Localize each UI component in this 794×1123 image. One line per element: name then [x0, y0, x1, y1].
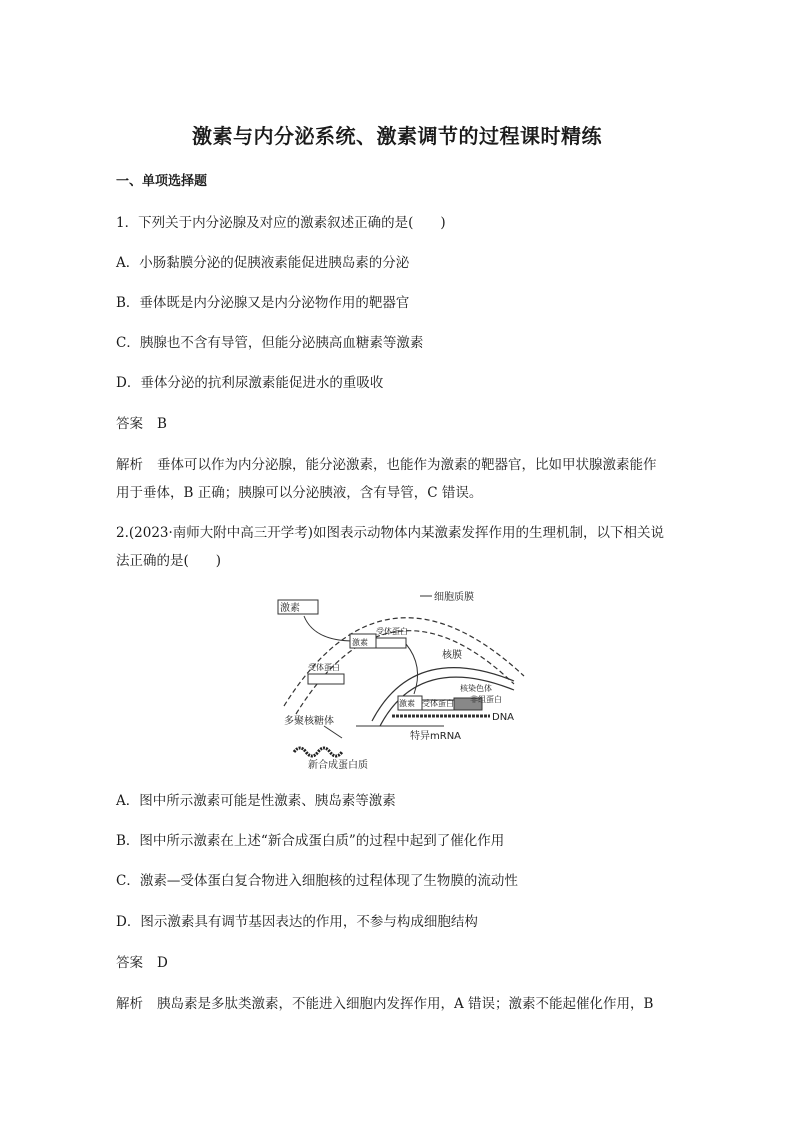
receptor-box-free	[308, 674, 344, 684]
receptor-box-cytoplasm	[376, 638, 406, 648]
q2-option-c: C．激素—受体蛋白复合物进入细胞核的过程体现了生物膜的流动性	[116, 873, 518, 889]
q2-option-a: A．图中所示激素可能是性激素、胰岛素等激素	[116, 793, 396, 809]
nuclear-arrow	[406, 644, 418, 694]
q1-option-d: D．垂体分泌的抗利尿激素能促进水的重吸收	[116, 375, 384, 391]
nuclear-membrane-label: 核膜	[442, 650, 462, 661]
analysis-text: 垂体可以作为内分泌腺，能分泌激素，也能作为激素的靶器官，比如甲状腺激素能作	[157, 457, 657, 473]
q1-analysis-1	[116, 455, 686, 475]
dna-label: DNA	[492, 712, 515, 723]
receptor-label-cytoplasm: 受体蛋白	[376, 627, 408, 636]
answer-label: 答案	[116, 416, 143, 432]
receptor-label-free: 受体蛋白	[308, 663, 340, 672]
hormone-label-outside: 激素	[280, 603, 300, 614]
diagram-svg	[264, 586, 534, 772]
q2-stem-2: 法正确的是( )	[116, 553, 222, 569]
answer-label: 答案	[116, 955, 143, 971]
analysis-label: 解析	[116, 996, 143, 1012]
q1-analysis-2: 用于垂体，B 正确；胰腺可以分泌胰液，含有导管，C 错误。	[116, 485, 483, 501]
q2-analysis	[116, 994, 686, 1014]
polysome-label: 多聚核糖体	[284, 716, 334, 727]
receptor-label-nucleus: 受体蛋白	[422, 699, 454, 708]
nonhistone-label: 非组蛋白	[470, 695, 502, 704]
answer-value: B	[157, 416, 167, 432]
q2-stem-1: 2.(2023·南师大附中高三开学考)如图表示动物体内某激素发挥作用的生理机制，以下相关说	[116, 525, 665, 541]
q2-option-b: B．图中所示激素在上述“新合成蛋白质”的过程中起到了催化作用	[116, 833, 505, 849]
hormone-mechanism-diagram	[264, 586, 534, 772]
answer-value: D	[157, 955, 168, 971]
hormone-label-cytoplasm: 激素	[352, 638, 368, 647]
q1-answer	[116, 414, 686, 434]
mrna-label: 特异mRNA	[410, 731, 462, 742]
membrane-label: 细胞质膜	[434, 592, 474, 603]
section-heading: 一、单项选择题	[116, 174, 208, 189]
analysis-label: 解析	[116, 457, 143, 473]
analysis-text: 胰岛素是多肽类激素，不能进入细胞内发挥作用，A 错误；激素不能起催化作用，B	[157, 996, 654, 1012]
page-title: 激素与内分泌系统、激素调节的过程课时精练	[192, 124, 602, 148]
polysome-chain	[294, 748, 342, 756]
q2-option-d: D．图示激素具有调节基因表达的作用，不参与构成细胞结构	[116, 914, 478, 930]
q1-stem: 1．下列关于内分泌腺及对应的激素叙述正确的是( )	[116, 215, 446, 231]
q1-option-b: B．垂体既是内分泌腺又是内分泌物作用的靶器官	[116, 295, 410, 311]
polysome-pointer	[324, 726, 342, 738]
q1-option-c: C．胰腺也不含有导管，但能分泌胰高血糖素等激素	[116, 335, 424, 351]
entry-arrow	[304, 616, 354, 641]
q2-answer	[116, 953, 686, 973]
new-protein-label: 新合成蛋白质	[308, 760, 368, 771]
q1-option-a: A．小肠黏膜分泌的促胰液素能促进胰岛素的分泌	[116, 255, 410, 271]
chromatin-label: 核染色体	[460, 684, 492, 693]
hormone-label-nucleus: 激素	[399, 699, 415, 708]
